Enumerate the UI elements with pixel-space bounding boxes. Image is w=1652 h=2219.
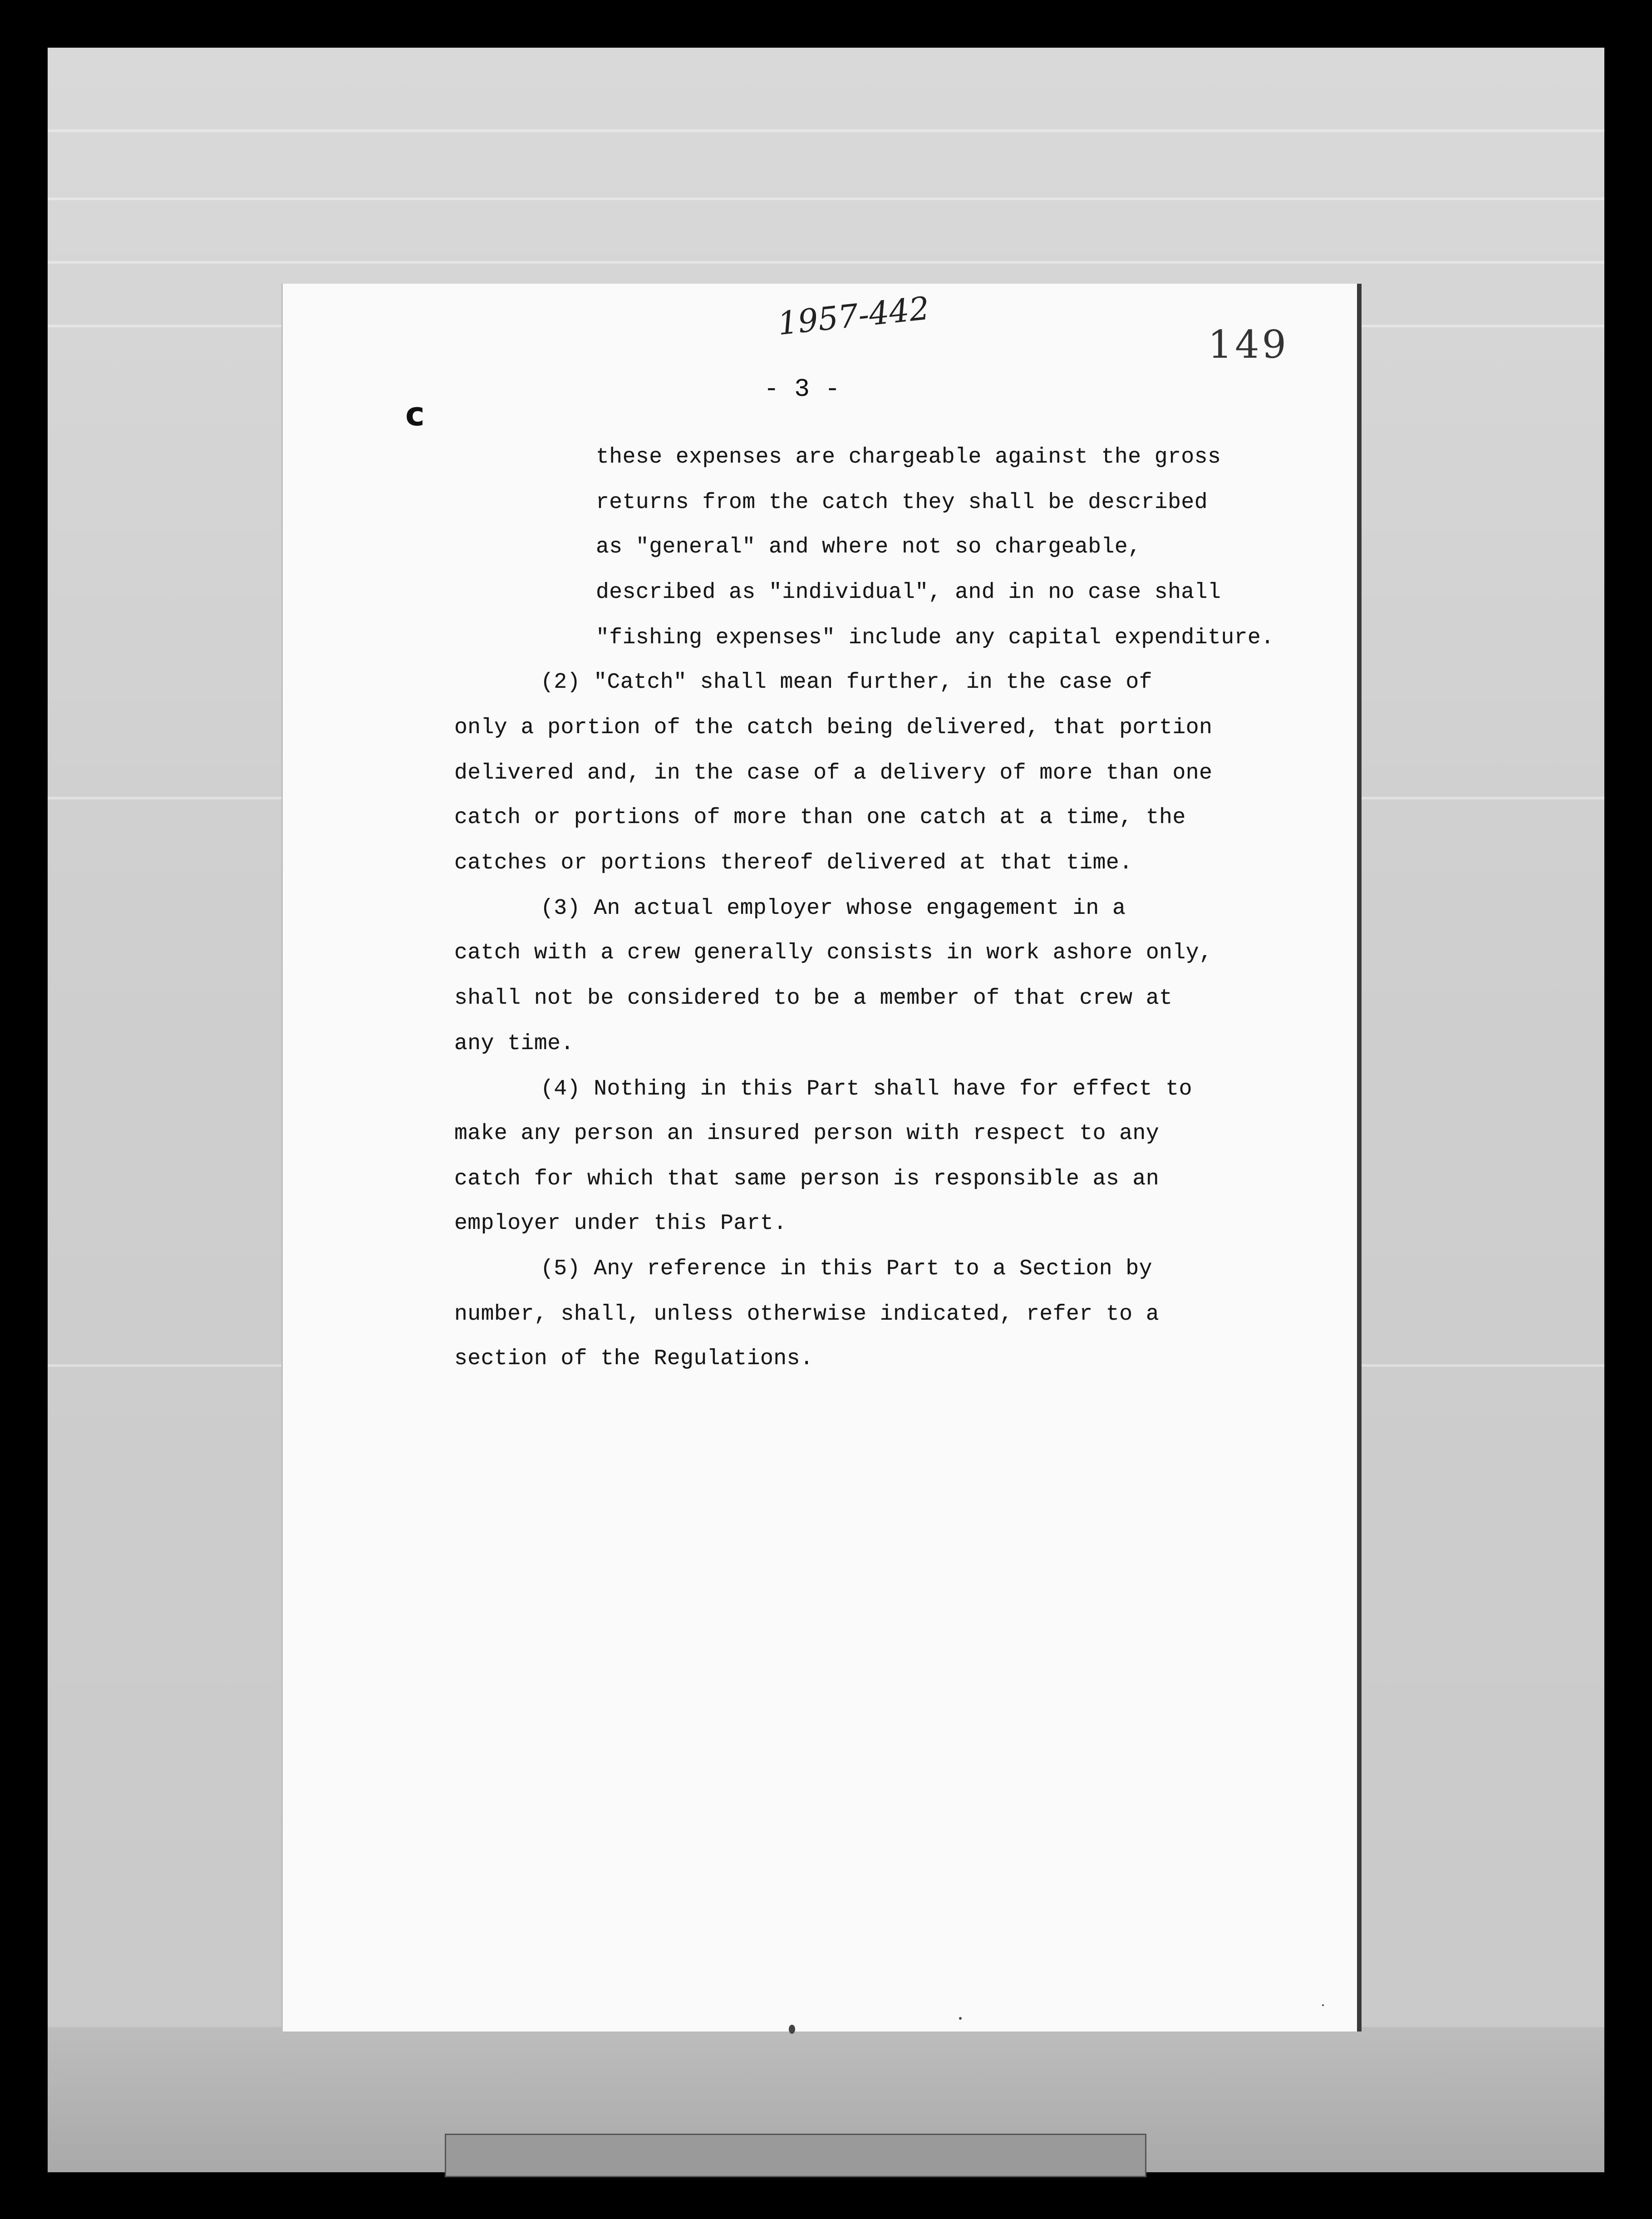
text-line: catches or portions thereof delivered at that time.	[454, 851, 1133, 875]
text-line: returns from the catch they shall be described	[596, 490, 1208, 515]
page-number: - 3 -	[764, 375, 841, 404]
paragraph-2-start: (2) "Catch" shall mean further, in the case of	[541, 670, 1153, 695]
text-line: catch with a crew generally consists in work ashore only,	[454, 941, 1213, 965]
handwritten-reference: 1957-442	[776, 289, 931, 343]
text-line: any time.	[454, 1031, 574, 1056]
text-line: delivered and, in the case of a delivery of more than one	[454, 761, 1213, 785]
ink-speck	[1322, 2004, 1324, 2006]
text-line: as "general" and where not so chargeable,	[596, 535, 1141, 559]
text-line: only a portion of the catch being delivered, that portion	[454, 715, 1213, 740]
paragraph-4-start: (4) Nothing in this Part shall have for effect to	[541, 1077, 1192, 1101]
punch-mark: c	[405, 395, 425, 433]
page-stamp-number: 149	[1208, 322, 1289, 367]
text-line: make any person an insured person with respect to any	[454, 1121, 1160, 1146]
ink-speck	[789, 2025, 795, 2034]
text-line: section of the Regulations.	[454, 1346, 814, 1371]
bottom-tab	[445, 2134, 1146, 2177]
text-line: "fishing expenses" include any capital expenditure.	[596, 626, 1274, 650]
text-line: described as "individual", and in no case shall	[596, 580, 1221, 605]
text-line: catch or portions of more than one catch at a time, the	[454, 805, 1186, 830]
ink-speck	[959, 2017, 962, 2020]
paragraph-5-start: (5) Any reference in this Part to a Section by	[541, 1257, 1153, 1281]
text-line: employer under this Part.	[454, 1211, 787, 1236]
text-line: shall not be considered to be a member of that crew at	[454, 986, 1173, 1011]
document-page	[281, 284, 1362, 2032]
text-line: these expenses are chargeable against the gross	[596, 445, 1221, 469]
text-line: catch for which that same person is responsible as an	[454, 1167, 1160, 1191]
paragraph-3-start: (3) An actual employer whose engagement in a	[541, 896, 1126, 921]
text-line: number, shall, unless otherwise indicated, refer to a	[454, 1302, 1160, 1326]
